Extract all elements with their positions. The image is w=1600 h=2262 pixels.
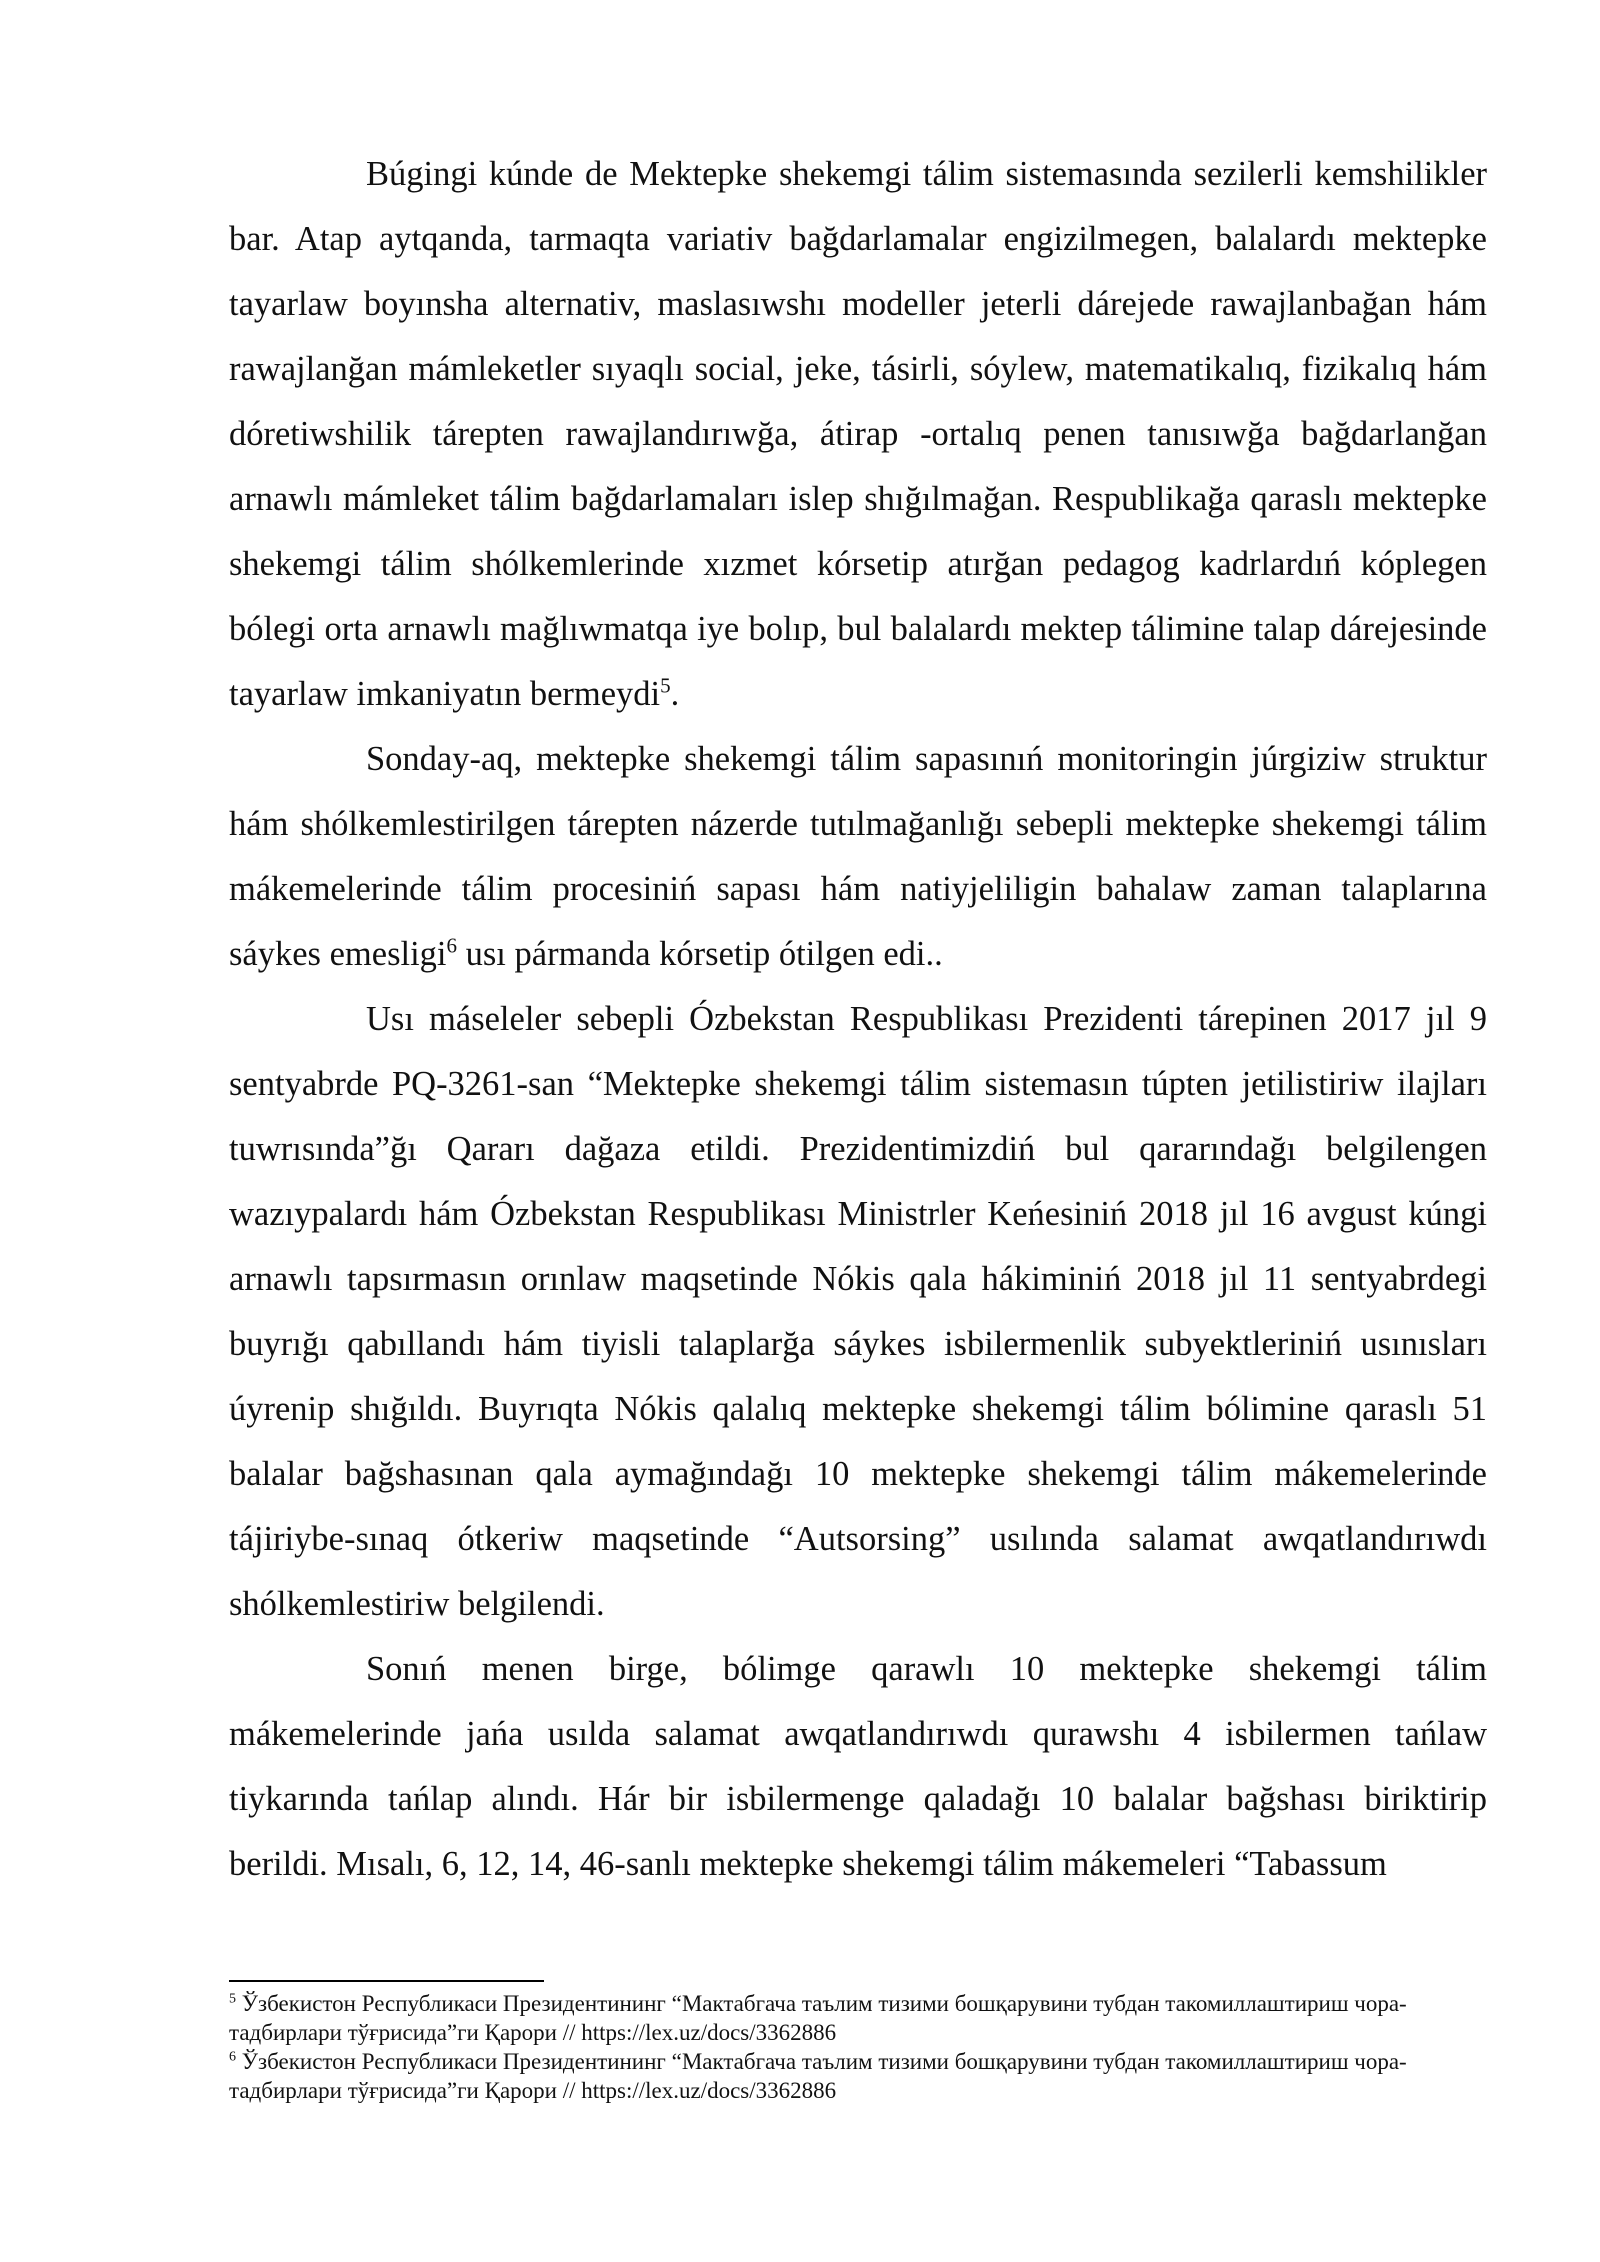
footnotes xyxy=(229,1989,1487,2105)
paragraph-text: Búgingi kúnde de Mektepke shekemgi tálim sistemasında sezilerli kemshilikler bar. Atap aytqanda, tarmaqta variativ bağdarlamalar engizilmegen, balalardı mektepke tayarlaw boyınsha alternativ, maslasıwshı modeller jeterli dárejede rawajlanbağan hám rawajlanğan mámleketler sıyaqlı social, jeke, tásirli, sóylew, matematikalıq, fizikalıq hám dóretiwshilik tárepten rawajlandırıwğa, átirap -ortalıq penen tanısıwğa bağdarlanğan arnawlı mámleket tálim bağdarlamaları islep shığılmağan. Respublikağa qaraslı mektepke shekemgi tálim shólkemlerinde xızmet kórsetip atırğan pedagog kadrlardıń kóplegen bólegi orta arnawlı mağlıwmatqa iye bolıp, bul balalardı mektep tálimine talap dárejesinde tayarlaw imkaniyatın bermeydi xyxy=(229,155,1487,713)
paragraph-text-after: usı pármanda kórsetip ótilgen edi.. xyxy=(457,935,943,973)
paragraph-1 xyxy=(229,142,1487,727)
paragraph-text: Usı máseleler sebepli Ózbekstan Respublikası Prezidenti tárepinen 2017 jıl 9 sentyabrde PQ-3261-san “Mektepke shekemgi tálim sistemasın túpten jetilistiriw ilajları tuwrısında”ğı Qararı dağaza etildi. Prezidentimizdiń bul qararındağı belgilengen wazıypalardı hám Ózbekstan Respublikası Ministrler Keńesiniń 2018 jıl 16 avgust kúngi arnawlı tapsırmasın orınlaw maqsetinde Nókis qala hákiminiń 2018 jıl 11 sentyabrdegi buyrığı qabıllandı hám tiyisli talaplarğa sáykes isbilermenlik subyektleriniń usınısları úyrenip shığıldı. Buyrıqta Nókis qalalıq mektepke shekemgi tálim bólimine qaraslı 51 balalar bağshasınan qala aymağındağı 10 mektepke shekemgi tálim mákemelerinde tájiriybe-sınaq ótkeriw maqsetinde “Autsorsing” usılında salamat awqatlandırıwdı shólkemlestiriw belgilendi. xyxy=(229,1000,1487,1623)
footnote-6 xyxy=(229,2047,1487,2105)
paragraph-text: Sonıń menen birge, bólimge qarawlı 10 mektepke shekemgi tálim mákemelerinde jańa usılda salamat awqatlandırıwdı qurawshı 4 isbilermen tańlaw tiykarında tańlap alındı. Hár bir isbilermenge qaladağı 10 balalar bağshası biriktirip berildi. Mısalı, 6, 12, 14, 46-sanlı mektepke shekemgi tálim mákemeleri “Tabassum xyxy=(229,1650,1487,1883)
paragraph-2 xyxy=(229,727,1487,987)
paragraph-3 xyxy=(229,987,1487,1637)
footnote-5 xyxy=(229,1989,1487,2047)
footnote-number: 5 xyxy=(229,1991,236,2007)
paragraph-4 xyxy=(229,1637,1487,1897)
footnote-ref-5[interactable]: 5 xyxy=(660,673,671,698)
paragraph-text: Sonday-aq, mektepke shekemgi tálim sapasınıń monitoringin júrgiziw struktur hám shólkemlestirilgen tárepten názerde tutılmağanlığı sebepli mektepke shekemgi tálim mákemelerinde tálim procesiniń sapası hám natiyjeliligin bahalaw zaman talaplarına sáykes emesligi xyxy=(229,740,1487,973)
body-text xyxy=(229,142,1487,1897)
footnote-text: Ўзбекистон Республикаси Президентининг “Мактабгача таълим тизими бошқарувини тубдан такомиллаштириш чора-тадбирлари тўғрисида”ги Қарори // https://lex.uz/docs/3362886 xyxy=(229,2049,1407,2103)
footnote-text: Ўзбекистон Республикаси Президентининг “Мактабгача таълим тизими бошқарувини тубдан такомиллаштириш чора-тадбирлари тўғрисида”ги Қарори // https://lex.uz/docs/3362886 xyxy=(229,1991,1407,2045)
footnote-ref-6[interactable]: 6 xyxy=(446,933,457,958)
paragraph-text-after: . xyxy=(670,675,680,713)
footnote-number: 6 xyxy=(229,2049,236,2065)
footnote-separator xyxy=(229,1980,544,1982)
